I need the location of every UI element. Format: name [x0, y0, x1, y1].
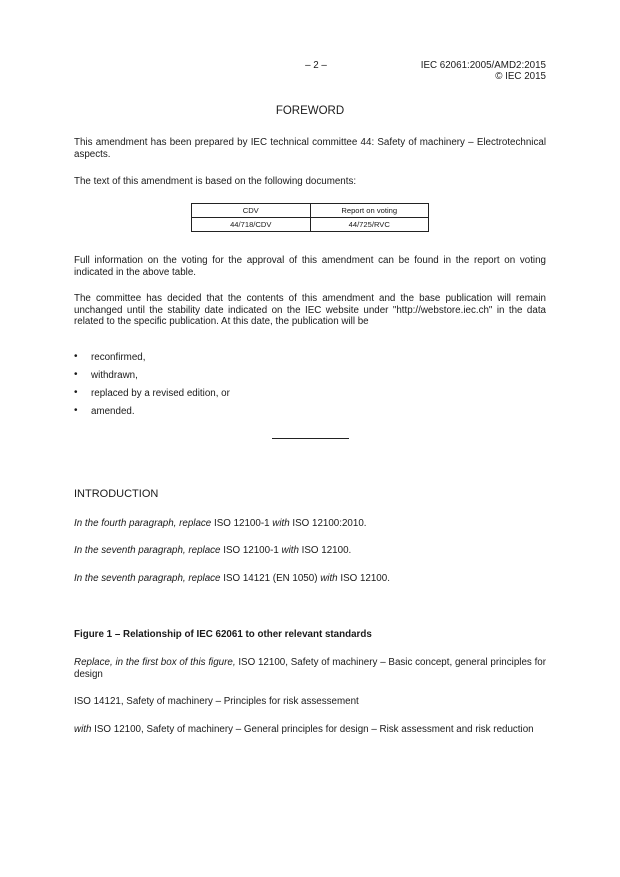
introduction-title: INTRODUCTION — [74, 488, 159, 500]
introduction-change-2: In the seventh paragraph, replace ISO 12100-1 with ISO 12100. — [74, 545, 352, 556]
table-cell-cdv: 44/718/CDV — [192, 218, 311, 232]
foreword-paragraph-documents: The text of this amendment is based on the following documents: — [74, 176, 357, 187]
foreword-paragraph-voting-info: Full information on the voting for the approval of this amendment can be found in the report on voting indicated in the above table. — [74, 255, 546, 278]
figure-1-replace-text: Replace, in the first box of this figure, ISO 12100, Safety of machinery – Basic concept, general principles for design — [74, 657, 547, 680]
table-header-report: Report on voting — [310, 204, 429, 218]
foreword-paragraph-committee: This amendment has been prepared by IEC technical committee 44: Safety of machinery – Electrotechnical aspects. — [74, 137, 546, 160]
document-reference: IEC 62061:2005/AMD2:2015 — [420, 60, 546, 71]
section-divider — [272, 438, 349, 439]
figure-1-with-text: with ISO 12100, Safety of machinery – General principles for design – Risk assessment and risk reduction — [74, 724, 534, 735]
foreword-title: FOREWORD — [275, 105, 345, 117]
table-header-row — [192, 204, 429, 218]
table-row — [192, 218, 429, 232]
foreword-paragraph-stability: The committee has decided that the contents of this amendment and the base publication will remain unchanged until the stability date indicated on the IEC website under "http://webstore.iec.ch" in the data related to the specific publication. At this date, the publication will be — [74, 293, 546, 327]
document-page: – 2 – IEC 62061:2005/AMD2:2015 © IEC 2015 FOREWORD This amendment has been prepared by IEC technical committee 44: Safety of machinery – Electrotechnical aspects. The text of this amendment is based on the following documents: CDV Report on voting 44/718/CDV 44/725/RVC Full information on the voting for the approval of this amendment can be found in the report on voting indicated in the above table. The committee has decided that the contents of this amendment and the base publication will remain unchanged until the stability date indicated on the IEC website under "http://webstore.iec.ch" in the data related to the specific publication. At this date, the publication will be • reconfirmed, • withdrawn, • replaced by a revised edition, or • amended. INTRODUCTION In the fourth paragraph, replace ISO 12100-1 with ISO 12100:2010. In the seventh paragraph, replace ISO 12100-1 with ISO 12100. In the seventh paragraph, replace ISO 14121 (EN 1050) with ISO 12100. Figure 1 – Relationship of IEC 62061 to other relevant standards Replace, in the first box of this figure, ISO 12100, Safety of machinery – Basic concept, general principles for design ISO 14121, Safety of machinery – Principles for risk assessement with ISO 12100, Safety of machinery – General principles for design – Risk assessment and risk reduction — [74, 60, 547, 735]
table-header-cdv: CDV — [192, 204, 311, 218]
bullet-icon: • — [74, 387, 78, 398]
voting-documents-table — [191, 203, 429, 232]
page-number: – 2 – — [305, 60, 327, 71]
introduction-change-3: In the seventh paragraph, replace ISO 14121 (EN 1050) with ISO 12100. — [74, 573, 390, 584]
bullet-icon: • — [74, 351, 78, 362]
figure-1-heading: Figure 1 – Relationship of IEC 62061 to other relevant standards — [74, 629, 372, 640]
figure-1-iso-line: ISO 14121, Safety of machinery – Principles for risk assessement — [74, 696, 359, 707]
bullet-icon: • — [74, 369, 78, 380]
table-cell-rvc: 44/725/RVC — [310, 218, 429, 232]
bullet-icon: • — [74, 405, 78, 416]
copyright-notice: © IEC 2015 — [495, 71, 546, 82]
introduction-change-1: In the fourth paragraph, replace ISO 12100-1 with ISO 12100:2010. — [74, 518, 367, 529]
